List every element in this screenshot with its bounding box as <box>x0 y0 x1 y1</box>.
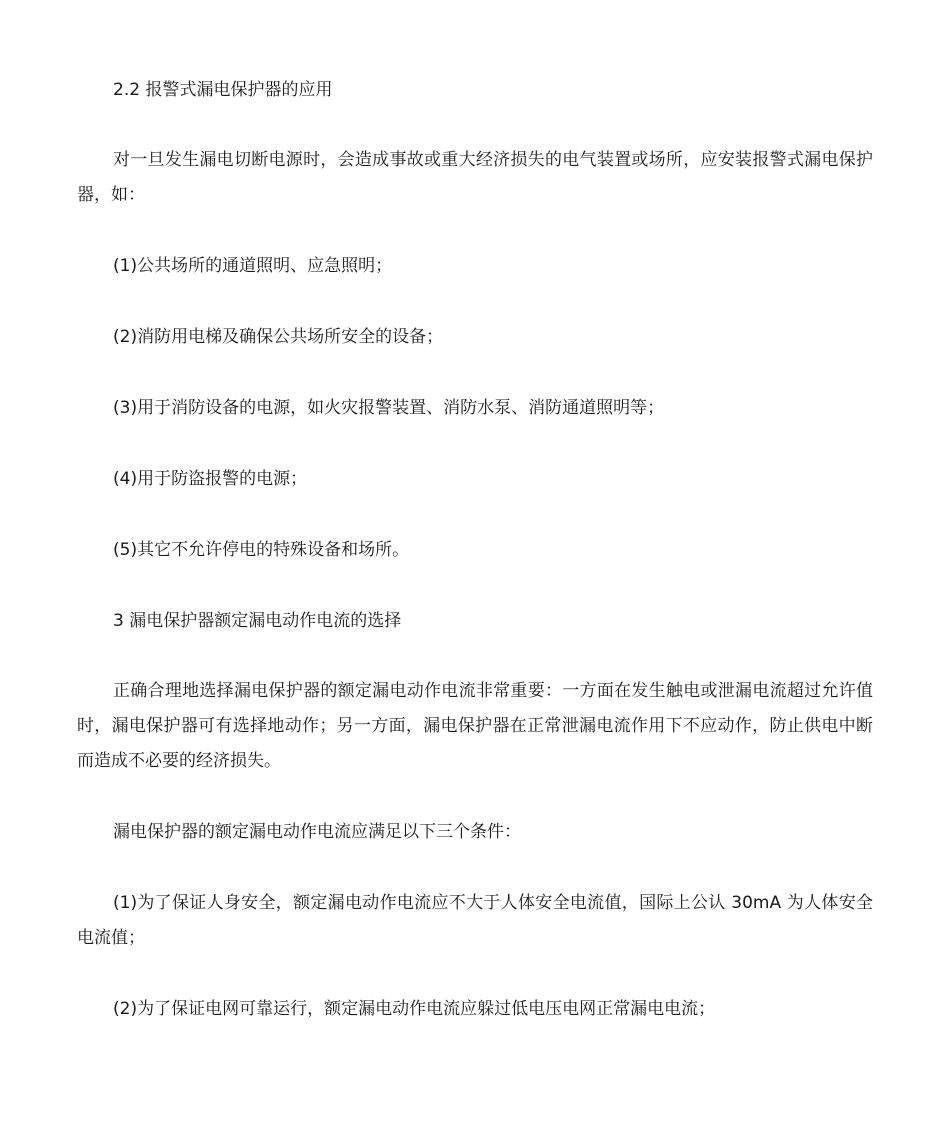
section-heading-3: 3 漏电保护器额定漏电动作电流的选择 <box>113 611 402 631</box>
list-item-1: (1)公共场所的通道照明、应急照明； <box>113 256 393 276</box>
list-item-2: (2)消防用电梯及确保公共场所安全的设备； <box>113 327 444 347</box>
paragraph-conditions-intro: 漏电保护器的额定漏电动作电流应满足以下三个条件： <box>113 822 521 842</box>
list-item-4: (4)用于防盗报警的电源； <box>113 469 308 489</box>
paragraph-alarm-intro: 对一旦发生漏电切断电源时，会造成事故或重大经济损失的电气装置或场所，应安装报警式漏电保护器，如： <box>77 150 873 205</box>
paragraph-selection-importance: 正确合理地选择漏电保护器的额定漏电动作电流非常重要：一方面在发生触电或泄漏电流超过允许值时，漏电保护器可有选择地动作；另一方面，漏电保护器在正常泄漏电流作用下不应动作，防止供电中断而造成不必要的经济损失。 <box>77 681 873 771</box>
condition-item-1: (1)为了保证人身安全，额定漏电动作电流应不大于人体安全电流值，国际上公认 30mA 为人体安全电流值； <box>77 893 873 948</box>
condition-item-2: (2)为了保证电网可靠运行，额定漏电动作电流应躲过低电压电网正常漏电电流； <box>113 999 716 1019</box>
section-heading-2-2: 2.2 报警式漏电保护器的应用 <box>113 80 333 100</box>
list-item-5: (5)其它不允许停电的特殊设备和场所。 <box>113 540 410 560</box>
list-item-3: (3)用于消防设备的电源，如火灾报警装置、消防水泵、消防通道照明等； <box>113 398 665 418</box>
